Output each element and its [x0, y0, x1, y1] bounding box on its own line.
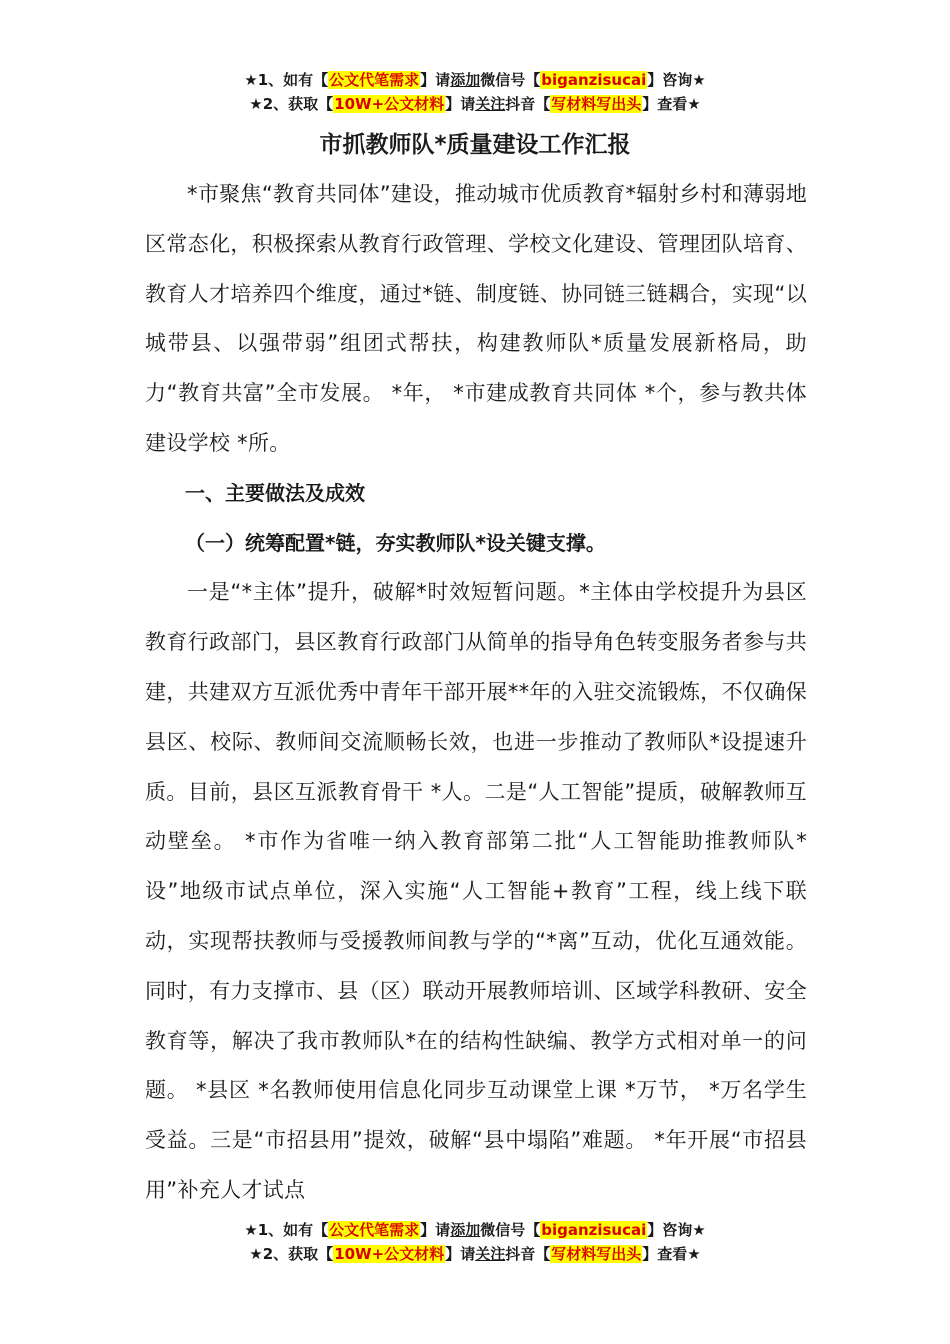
highlight-text: 10W+公文材料 — [334, 95, 445, 113]
promo-line-2: ★2、获取【10W+公文材料】请关注抖音【写材料写出头】查看★ — [249, 95, 701, 113]
document-body — [145, 170, 807, 1216]
promo-line-1: ★1、如有【公文代笔需求】请添加微信号【biganzisucai】咨询★ — [244, 71, 706, 89]
subsection-heading: （一）统筹配置*链，夯实教师队*设关键支撑。 — [185, 530, 606, 555]
highlight-text: 公文代笔需求 — [329, 1221, 420, 1239]
promo-line-2: ★2、获取【10W+公文材料】请关注抖音【写材料写出头】查看★ — [249, 1245, 701, 1263]
highlight-text: 写材料写出头 — [551, 1245, 642, 1263]
highlight-text: biganzisucai — [541, 1221, 647, 1239]
document-title: 市抓教师队*质量建设工作汇报 — [319, 132, 631, 158]
section-heading: 一、主要做法及成效 — [185, 480, 365, 505]
promo-line-1: ★1、如有【公文代笔需求】请添加微信号【biganzisucai】咨询★ — [244, 1221, 706, 1239]
promo-banner-bottom — [0, 1218, 950, 1266]
promo-banner-top — [0, 68, 950, 116]
body-paragraph: 一是“*主体”提升，破解*时效短暂问题。*主体由学校提升为县区教育行政部门，县区教育行政部门从简单的指导角色转变服务者参与共建，共建双方互派优秀中青年干部开展**年的入驻交流锻炼，不仅确保县区、校际、教师间交流顺畅长效，也进一步推动了教师队*设提速升质。目前，县区互派教育骨干 *人。二是“人工智能”提质，破解教师互动壁垒。 *市作为省唯一纳入教育部第二批“人工智能助推教师队*设”地级市试点单位，深入实施“人工智能+教育”工程，线上线下联动，实现帮扶教师与受援教师间教与学的“*离”互动，优化互通效能。同时，有力支撑市、县（区）联动开展教师培训、区域学科教研、安全教育等，解决了我市教师队*在的结构性缺编、教学方式相对单一的问题。 *县区 *名教师使用信息化同步互动课堂上课 *万节， *万名学生受益。三是“市招县用”提效，破解“县中塌陷”难题。 *年开展“市招县用”补充人才试点 — [145, 580, 807, 1202]
intro-paragraph: *市聚焦“教育共同体”建设，推动城市优质教育*辐射乡村和薄弱地区常态化，积极探索从教育行政管理、学校文化建设、管理团队培育、教育人才培养四个维度，通过*链、制度链、协同链三链耦合，实现“以城带县、以强带弱”组团式帮扶，构建教师队*质量发展新格局，助力“教育共富”全市发展。 *年， *市建成教育共同体 *个，参与教共体建设学校 *所。 — [145, 182, 807, 455]
highlight-text: 10W+公文材料 — [334, 1245, 445, 1263]
highlight-text: biganzisucai — [541, 71, 647, 89]
highlight-text: 写材料写出头 — [551, 95, 642, 113]
highlight-text: 公文代笔需求 — [329, 71, 420, 89]
